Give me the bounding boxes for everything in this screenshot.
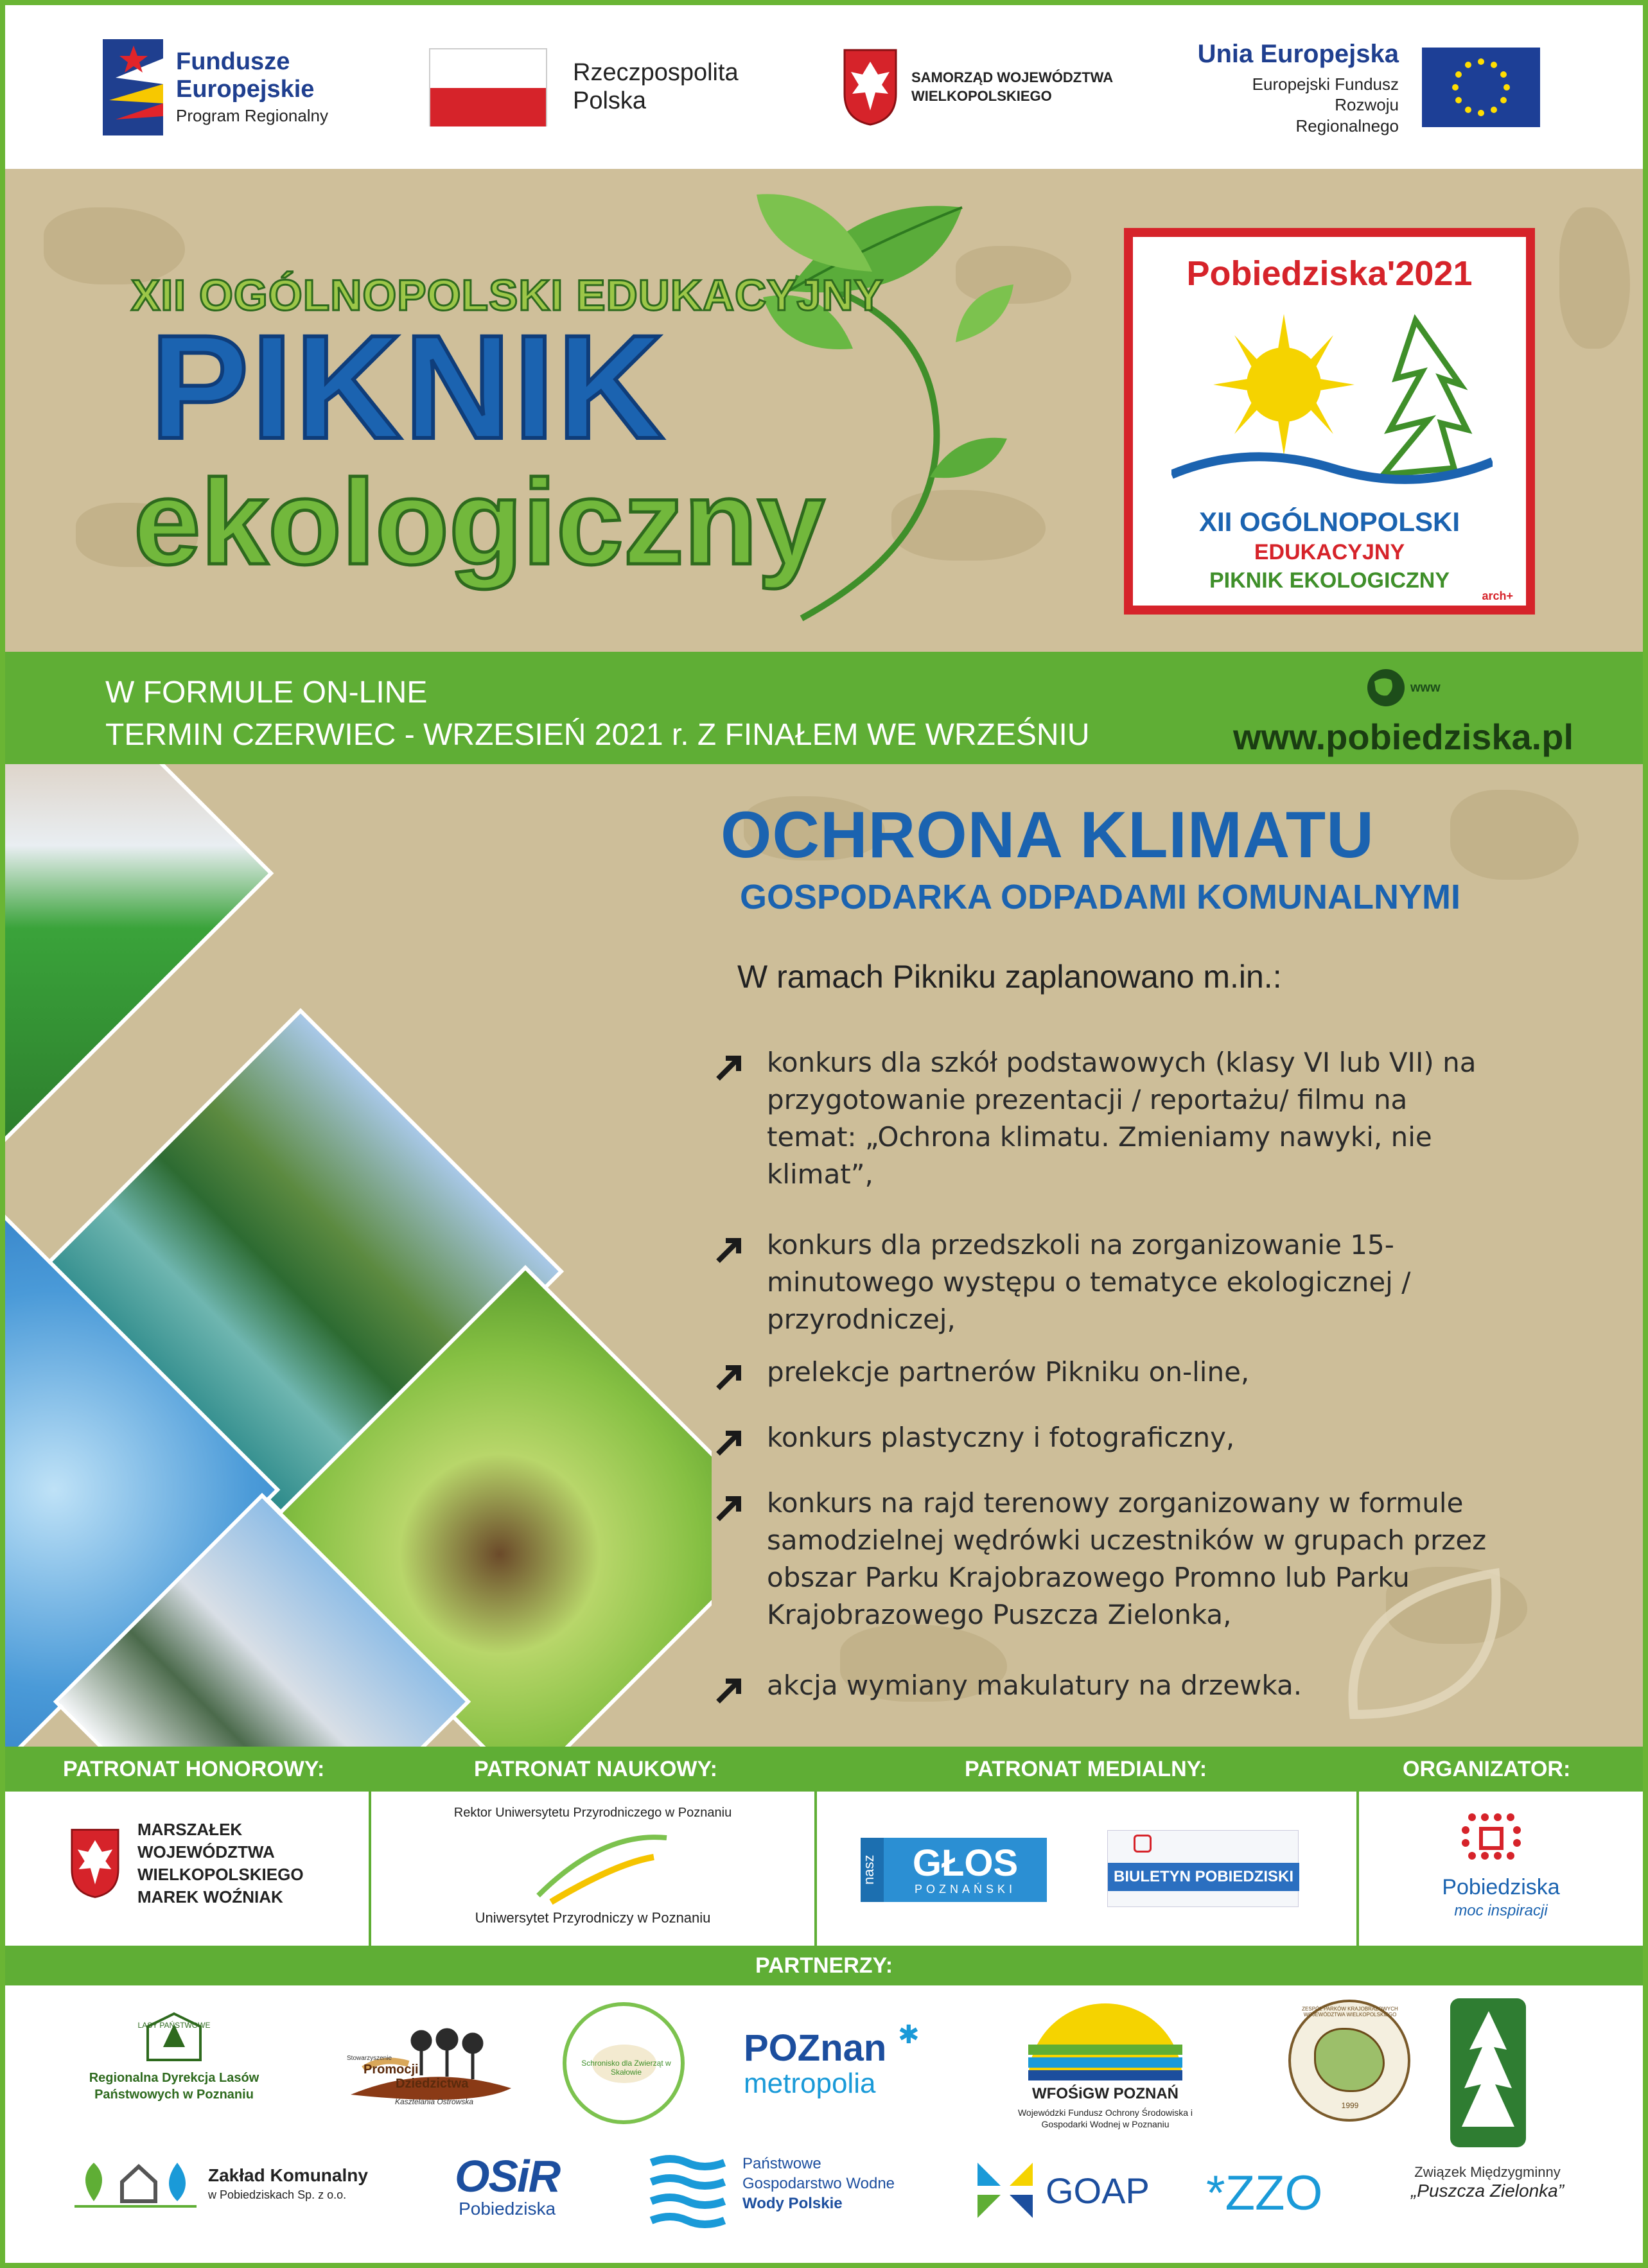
sun-tree-icon — [1171, 308, 1493, 494]
osir-logo — [455, 2151, 560, 2219]
unia-europejska-logo — [1180, 5, 1540, 169]
patrons-panel — [5, 1792, 1643, 1946]
plan-item-text: konkurs plastyczny i fotograficzny, — [767, 1422, 1235, 1453]
region-map-icon — [1314, 2028, 1385, 2092]
glos-nasz: nasz — [861, 1838, 884, 1902]
fe-subtitle: Program Regionalny — [176, 106, 329, 126]
fe-star-icon — [103, 39, 163, 135]
band-line2: TERMIN CZERWIEC - WRZESIEŃ 2021 r. Z FINAŁEM WE WRZEŚNIU — [105, 718, 1090, 752]
main-title: OCHRONA KLIMATU — [721, 798, 1374, 871]
badge-signature: arch+ — [1482, 589, 1513, 602]
star-icon: ✱ — [898, 2021, 920, 2049]
zm-line1: Związek Międzygminny — [1414, 2164, 1561, 2180]
osir-sub: Pobiedziska — [459, 2199, 556, 2219]
arrow-icon — [715, 1363, 744, 1391]
arrow-icon — [715, 1235, 744, 1264]
organizer-label: ORGANIZATOR: — [1403, 1756, 1571, 1781]
pgw-line1: Państwowe — [742, 2155, 821, 2172]
glos-sub: POZNAŃSKI — [914, 1882, 1017, 1896]
hero-line1: XII OGÓLNOPOLSKI EDUKACYJNY — [131, 271, 884, 320]
www-globe-icon — [1365, 667, 1441, 708]
patron-media-label: PATRONAT MEDIALNY: — [965, 1756, 1207, 1781]
fe-title: Fundusze Europejskie — [176, 48, 315, 103]
www-label: www — [1410, 680, 1441, 695]
photo-collage — [5, 764, 712, 1747]
plan-item-text: konkurs dla szkół podstawowych (klasy VI lub VII) na przygotowanie prezentacji / reportażu/ filmu na temat: „Ochrona klimatu. Zmieniamy nawyki, nie klimat”, — [767, 1047, 1477, 1190]
pgw-line3: Wody Polskie — [742, 2195, 843, 2213]
plan-list — [715, 1044, 1589, 1704]
partners-panel — [5, 1985, 1643, 2263]
plan-item-text: konkurs na rajd terenowy zorganizowany w formule samodzielnej wędrówki uczestników w grupach przez obszar Parku Krajobrazowego Promno lub Parku Krajobrazowego Puszcza Zielonka, — [767, 1487, 1487, 1630]
zpk-year: 1999 — [1341, 2101, 1359, 2110]
poznan-text: POZnan — [744, 2027, 887, 2069]
badge-line3: PIKNIK EKOLOGICZNY — [1209, 568, 1450, 593]
rdlp-text: Regionalna Dyrekcja Lasów Państwowych w Poznaniu — [89, 2071, 259, 2102]
biuletyn-mark-icon — [1134, 1835, 1152, 1853]
biuletyn-logo — [1107, 1830, 1299, 1907]
organizer-tagline: moc inspiracji — [1454, 1902, 1548, 1919]
zpk-logo — [1288, 2000, 1410, 2122]
hero-section — [5, 169, 1643, 652]
plan-item-text: konkurs dla przedszkoli na zorganizowanie 15-minutowego występu o tematyce ekologicznej / przyrodniczej, — [767, 1229, 1411, 1335]
eagle-crest-icon — [843, 49, 897, 126]
rp-text: Rzeczpospolita Polska — [573, 58, 739, 114]
fundusze-europejskie-logo — [103, 5, 343, 169]
partners-label: PARTNERZY: — [755, 1953, 893, 1978]
poznan-metropolia-logo — [744, 2021, 920, 2100]
rdlp-logo — [75, 2011, 274, 2103]
wfosigw-logo — [999, 1997, 1211, 2130]
glos-title: GŁOS — [912, 1842, 1019, 1884]
rektor-text: Rektor Uniwersytetu Przyrodniczego w Poznaniu — [453, 1806, 732, 1820]
biuletyn-title: BIULETYN POBIEDZISKI — [1108, 1863, 1299, 1891]
arrow-icon — [715, 1494, 744, 1522]
schronisko-logo — [563, 2002, 685, 2124]
info-band — [5, 652, 1643, 764]
badge-title: Pobiedziska'2021 — [1186, 254, 1473, 293]
puszcza-zielonka-tree-icon — [1450, 1998, 1526, 2147]
hero-piknik: PIKNIK — [150, 304, 667, 469]
marszalek-text: MARSZAŁEK WOJEWÓDZTWA WIELKOPOLSKIEGO MAREK WOŹNIAK — [137, 1820, 304, 1907]
partners-heading-bar — [5, 1946, 1643, 1985]
polish-flag-icon — [429, 48, 547, 126]
eagle-crest-icon — [71, 1824, 119, 1903]
rzeczpospolita-logo — [429, 5, 778, 169]
plan-item — [715, 1419, 1589, 1456]
wfos-text: Wojewódzki Fundusz Ochrony Środowiska i Gospodarki Wodnej w Poznaniu — [1017, 2107, 1193, 2130]
organizer-logo — [1359, 1792, 1643, 1946]
promocja-line2: Promocji — [364, 2063, 419, 2077]
badge-line2: EDUKACYJNY — [1254, 540, 1405, 564]
plan-item — [715, 1354, 1589, 1391]
marszalek-logo — [71, 1819, 343, 1908]
lasy-panstwowe-icon — [145, 2011, 203, 2063]
ue-subtitle: Europejski Fundusz Rozwoju Regionalnego — [1252, 74, 1399, 135]
samorzad-logo — [843, 5, 1123, 169]
wody-polskie-logo — [649, 2154, 895, 2232]
goap-mark-icon — [975, 2160, 1035, 2220]
samorzad-text: SAMORZĄD WOJEWÓDZTWA WIELKOPOLSKIEGO — [911, 69, 1113, 104]
badge-line1: XII OGÓLNOPOLSKI — [1198, 507, 1460, 537]
funding-logos-bar — [5, 5, 1643, 169]
plan-item — [715, 1226, 1422, 1338]
band-line1: W FORMULE ON-LINE — [105, 676, 428, 710]
rdlp-small: LASY PAŃSTWOWE — [137, 2021, 211, 2030]
plan-item — [715, 1485, 1582, 1634]
arrow-icon — [715, 1053, 744, 1081]
goap-logo — [975, 2160, 1150, 2220]
pobiedziska-2021-badge — [1124, 228, 1535, 615]
waves-icon — [649, 2154, 727, 2232]
plan-item — [715, 1044, 1480, 1193]
zzo-logo: *ZZO — [1206, 2166, 1323, 2220]
ue-title: Unia Europejska — [1197, 39, 1399, 68]
pobiedziska-dots-icon — [1459, 1811, 1530, 1869]
metropolia-text: metropolia — [744, 2068, 876, 2099]
promocja-line1: Stowarzyszenie — [347, 2055, 392, 2062]
patron-honorary-label: PATRONAT HONOROWY: — [63, 1756, 325, 1781]
arrow-icon — [715, 1676, 744, 1704]
zm-line2: „Puszcza Zielonka” — [1410, 2181, 1565, 2201]
puszcza-zielonka-text — [1391, 2164, 1584, 2201]
zaklad-komunalny-logo — [75, 2159, 368, 2208]
promocja-dziedzictwa-logo — [344, 2024, 518, 2107]
plan-intro: W ramach Pikniku zaplanowano m.in.: — [737, 959, 1282, 995]
zk-line2: w Pobiedziskach Sp. z o.o. — [208, 2188, 347, 2201]
plan-item — [715, 1667, 1589, 1704]
organizer-name: Pobiedziska — [1442, 1875, 1560, 1899]
goap-text: GOAP — [1046, 2170, 1150, 2211]
glos-poznanski-logo — [861, 1838, 1047, 1902]
patrons-heading-bar — [5, 1747, 1643, 1792]
arrow-icon — [715, 1428, 744, 1456]
wfos-sun-icon — [1009, 1997, 1202, 2080]
osir-text: OSiR — [455, 2151, 560, 2201]
wfos-head: WFOŚiGW POZNAŃ — [1032, 2085, 1179, 2102]
main-content — [5, 764, 1643, 1747]
promocja-line3: Dziedzictwa — [396, 2077, 469, 2091]
zk-line1: Zakład Komunalny — [208, 2165, 368, 2185]
university-name: Uniwersytet Przyrodniczy w Poznaniu — [475, 1910, 711, 1926]
eu-flag-icon — [1422, 48, 1540, 127]
leaf-house-drop-icon — [75, 2159, 197, 2208]
plan-item-text: akcja wymiany makulatury na drzewka. — [767, 1670, 1302, 1701]
university-swoosh-icon — [525, 1825, 673, 1908]
zpk-text: ZESPÓŁ PARKÓW KRAJOBRAZOWYCH WOJEWÓDZTWA WIELKOPOLSKIEGO — [1302, 2006, 1398, 2018]
hero-ekologiczny: ekologiczny — [134, 455, 825, 589]
website-url[interactable]: www.pobiedziska.pl — [1233, 717, 1574, 757]
schronisko-text: Schronisko dla Zwierząt w Skałowie — [581, 2059, 671, 2077]
plan-item-text: prelekcje partnerów Pikniku on-line, — [767, 1356, 1250, 1388]
main-subtitle: GOSPODARKA ODPADAMI KOMUNALNYMI — [740, 878, 1460, 916]
promocja-line4: Kasztelania Ostrowska — [394, 2097, 474, 2106]
patron-science-label: PATRONAT NAUKOWY: — [474, 1756, 717, 1781]
pgw-line2: Gospodarstwo Wodne — [742, 2175, 895, 2193]
